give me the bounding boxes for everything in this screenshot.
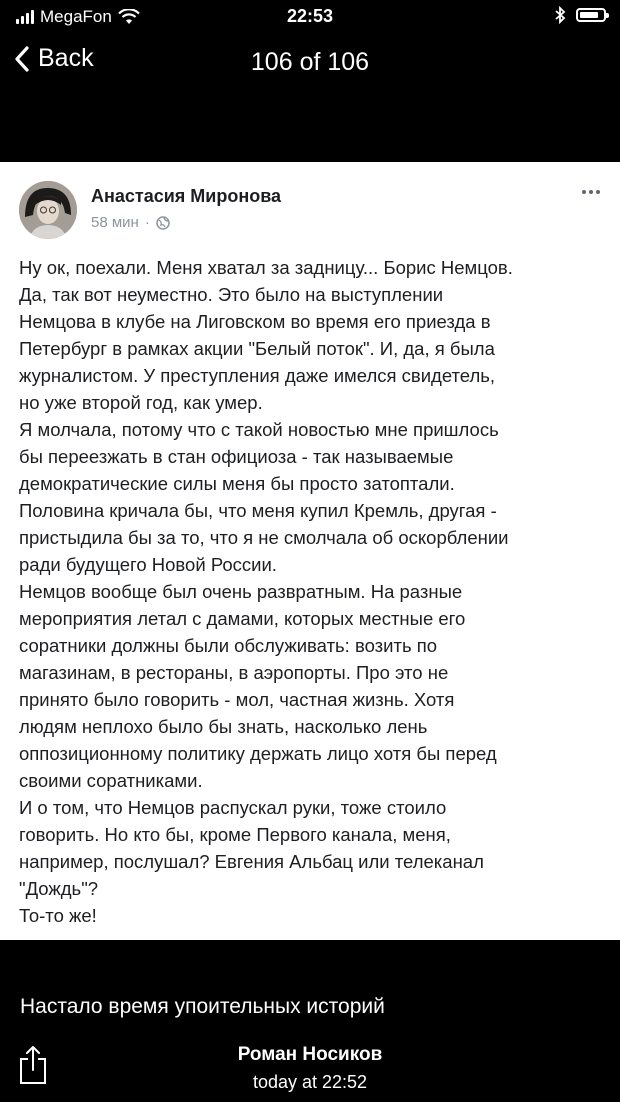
status-time: 22:53 <box>286 6 334 26</box>
bluetooth-icon <box>554 6 566 24</box>
post-meta <box>91 214 170 231</box>
post-card <box>0 162 620 940</box>
back-label: Back <box>38 44 94 72</box>
nav-bar <box>0 34 620 94</box>
status-bar <box>0 0 620 34</box>
post-text <box>19 254 609 929</box>
page-title: 106 of 106 <box>250 48 370 76</box>
more-dots-icon <box>582 190 586 194</box>
post-paragraph-5: То-то же! <box>19 905 97 926</box>
globe-icon <box>156 216 170 230</box>
poster-name[interactable]: Роман Носиков <box>237 1044 383 1065</box>
poster-time: today at 22:52 <box>252 1072 368 1092</box>
photo-caption: Настало время упоительных историй <box>20 995 385 1018</box>
battery-icon <box>576 8 606 22</box>
post-time: 58 мин <box>91 214 139 231</box>
avatar[interactable] <box>19 181 77 239</box>
post-paragraph-3: Немцов вообще был очень развратным. На разные мероприятия летал с дамами, которых местные его соратники должны были обслуживать: возить по магазинам, в рестораны, в аэропорты. Про это не принято было говорить - мол, частная жизнь. Хотя людям неплохо было бы знать, насколько лень оппозиционному политику держать лицо хотя бы перед своими соратниками. <box>19 581 497 791</box>
post-author[interactable]: Анастасия Миронова <box>91 186 282 206</box>
carrier-label: MegaFon <box>40 7 112 26</box>
post-paragraph-2: Я молчала, потому что с такой новостью мне пришлось бы переезжать в стан официоза - так называемые демократические силы меня бы просто затоптали. Половина кричала бы, что меня купил Кремль, другая - пристыдила бы за то, что я не смолчала об оскорблении ради будущего Новой России. <box>19 419 509 575</box>
more-button[interactable] <box>582 190 600 194</box>
status-right <box>554 6 606 24</box>
post-paragraph-4: И о том, что Немцов распускал руки, тоже стоило говорить. Но кто бы, кроме Первого канала, меня, например, послушал? Евгения Альбац или телеканал "Дождь"? <box>19 797 484 899</box>
meta-separator: · <box>144 214 150 231</box>
post-paragraph-1: Ну ок, поехали. Меня хватал за задницу... Борис Немцов. Да, так вот неуместно. Это было на выступлении Немцова в клубе на Лиговском во время его приезда в Петербург в рамках акции "Белый поток". И, да, я была журналистом. У преступления даже имелся свидетель, но уже второй год, как умер. <box>19 257 513 413</box>
